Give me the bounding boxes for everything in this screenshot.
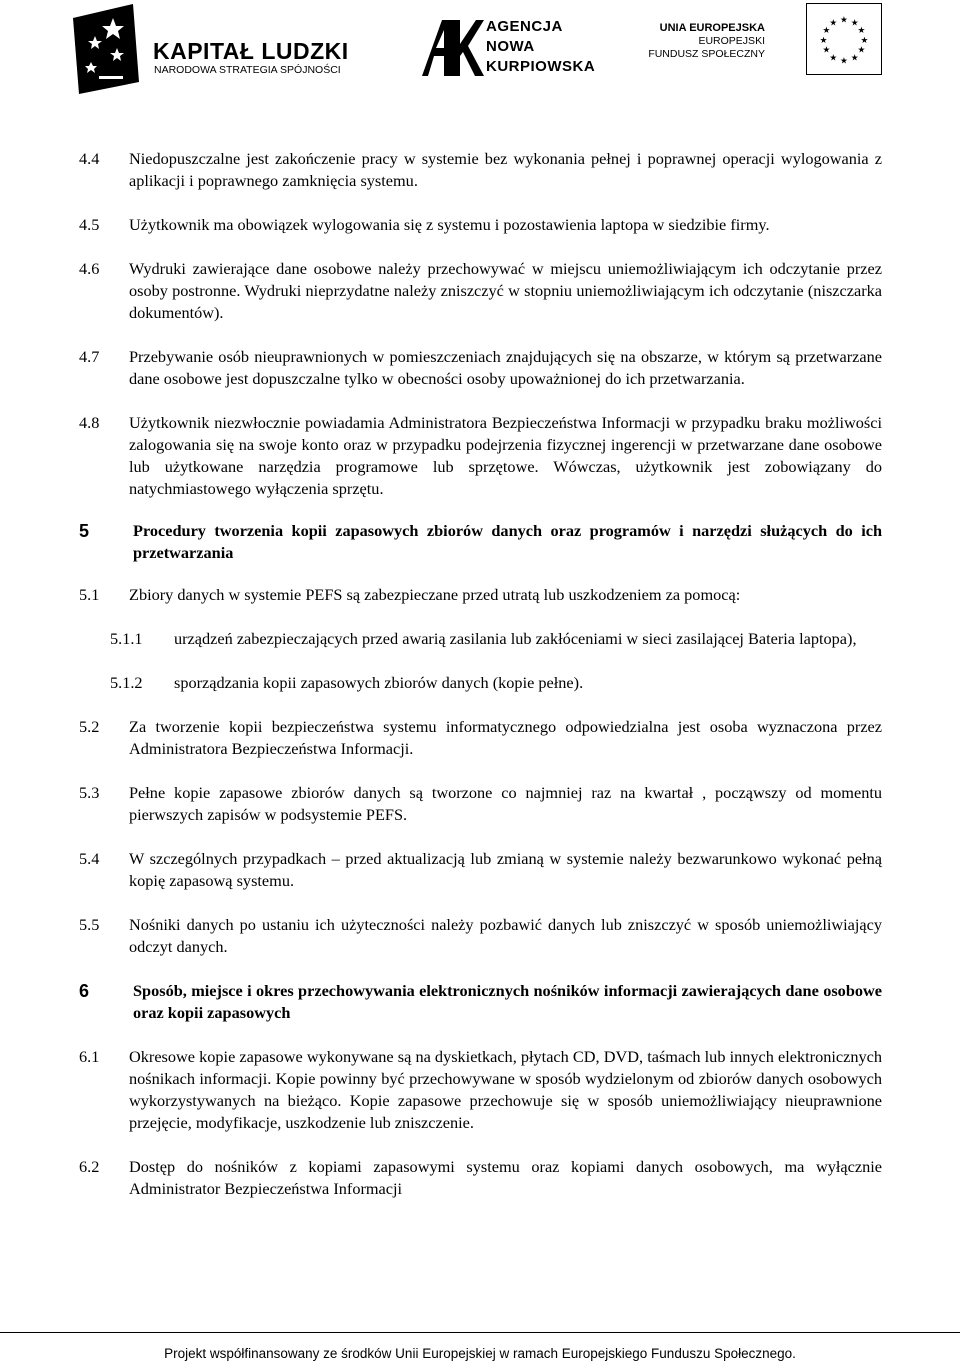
paragraph-5-1-1 [110,628,882,650]
ank-line-1: AGENCJA [486,18,563,35]
paragraph-text: Pełne kopie zapasowe zbiorów danych są tworzone co najmniej raz na kwartał , począwszy od momentu pierwszych zapisów w podsystemie PEFS. [129,783,882,824]
paragraph-text: Za tworzenie kopii bezpieczeństwa systemu informatycznego odpowiedzialna jest osoba wyznaczona przez Administratora Bezpieczeństwa Informacji. [129,717,882,758]
paragraph-number: 6.2 [79,1157,100,1176]
paragraph-4-5 [79,214,882,236]
paragraph-4-4 [79,148,882,192]
ue-text-block [648,21,765,61]
svg-text:★: ★ [850,53,859,64]
ank-line-3: KURPIOWSKA [486,58,596,75]
paragraph-5-1-2 [110,672,882,694]
paragraph-number: 5.1.2 [110,673,143,692]
svg-text:★: ★ [822,45,831,56]
section-number: 6 [79,981,90,1001]
kapital-ludzki-emblem-icon [73,4,139,94]
ue-line-1: UNIA EUROPEJSKA [659,22,765,34]
paragraph-number: 5.5 [79,915,100,934]
paragraph-text: Niedopuszczalne jest zakończenie pracy w systemie bez wykonania pełnej i poprawnej operacji wylogowania z aplikacji i poprawnego zamknięcia systemu. [129,149,882,190]
svg-text:★: ★ [840,15,848,26]
svg-text:★: ★ [860,35,869,46]
paragraph-5-5 [79,914,882,958]
paragraph-number: 4.5 [79,215,100,234]
paragraph-number: 4.8 [79,413,100,432]
svg-text:★: ★ [857,45,866,56]
paragraph-number: 4.7 [79,347,100,366]
paragraph-text: W szczególnych przypadkach – przed aktualizacją lub zmianą w systemie należy bezwarunkowo wykonać pełną kopię zapasową systemu. [129,849,882,890]
paragraph-5-2 [79,716,882,760]
paragraph-4-8 [79,412,882,500]
svg-text:★: ★ [829,18,838,29]
paragraph-number: 5.4 [79,849,100,868]
paragraph-number: 6.1 [79,1047,100,1066]
paragraph-text: sporządzania kopii zapasowych zbiorów danych (kopie pełne). [174,673,584,692]
paragraph-text: Okresowe kopie zapasowe wykonywane są na dyskietkach, płytach CD, DVD, taśmach lub innych elektronicznych nośnikach informacji. Kopie powinny być przechowywane w sposób wydzielonym od zbiorów danych osobowych wykorzystywanych na bieżąco. Kopie zapasowe przechowuje się w sposób uniemożliwiający nieuprawnione przejęcie, modyfikacje, uszkodzenie lub zniszczenie. [129,1047,882,1132]
paragraph-text: Dostęp do nośników z kopiami zapasowymi systemu oraz kopiami danych osobowych, ma wyłącznie Administrator Bezpieczeństwa Informacji [129,1157,882,1198]
paragraph-text: Wydruki zawierające dane osobowe należy przechowywać w miejscu uniemożliwiającym ich odczytanie przez osoby postronne. Wydruki nieprzydatne należy zniszczyć w stopniu uniemożliwiającym ich odczytanie (niszczarka dokumentów). [129,259,882,322]
ank-monogram-icon [420,16,484,78]
ue-line-2: EUROPEJSKI [698,35,765,47]
paragraph-number: 5.1 [79,585,100,604]
svg-text:★: ★ [857,26,866,37]
footer-text: Projekt współfinansowany ze środków Unii Europejskiej w ramach Europejskiego Funduszu Społecznego. [164,1346,796,1361]
document-body [79,148,882,1200]
agencja-nowa-kurpiowska-logo [420,12,620,82]
svg-text:★: ★ [819,35,828,46]
paragraph-text: Nośniki danych po ustaniu ich użyteczności należy pozbawić danych lub zniszczyć w sposób uniemożliwiający odczyt danych. [129,915,882,956]
kapital-ludzki-subtitle: NARODOWA STRATEGIA SPÓJNOŚCI [154,64,341,76]
paragraph-number: 5.2 [79,717,100,736]
paragraph-4-6 [79,258,882,324]
section-heading-6 [79,980,882,1024]
section-number: 5 [79,521,90,541]
ank-line-2: NOWA [486,38,535,55]
svg-text:★: ★ [850,18,859,29]
paragraph-text: urządzeń zabezpieczających przed awarią zasilania lub zakłóceniami w sieci zasilającej Bateria laptopa), [174,629,857,648]
svg-text:★: ★ [822,26,831,37]
section-title: Sposób, miejsce i okres przechowywania elektronicznych nośników informacji zawierających dane osobowe oraz kopii zapasowych [133,981,882,1022]
svg-text:★: ★ [840,56,848,67]
paragraph-4-7 [79,346,882,390]
paragraph-number: 5.1.1 [110,629,143,648]
unia-europejska-logo [648,3,885,77]
eu-flag-icon [806,3,882,75]
footer-divider [0,1332,960,1333]
paragraph-6-1 [79,1046,882,1134]
paragraph-text: Użytkownik niezwłocznie powiadamia Administratora Bezpieczeństwa Informacji w przypadku braku możliwości zalogowania się na swoje konto oraz w przypadku podejrzenia fizycznej ingerencji w przetwarzane dane osobowe lub użytkowane narzędzia programowe lub sprzętowe. Wówczas, użytkownik jest zobowiązany do natychmiastowego wyłączenia sprzętu. [129,413,882,498]
ue-line-3: FUNDUSZ SPOŁECZNY [648,48,765,60]
paragraph-number: 4.4 [79,149,100,168]
paragraph-5-3 [79,782,882,826]
kapital-ludzki-title: KAPITAŁ LUDZKI [153,38,349,64]
paragraph-6-2 [79,1156,882,1200]
kapital-ludzki-logo [73,4,373,94]
section-title: Procedury tworzenia kopii zapasowych zbiorów danych oraz programów i narzędzi służących do ich przetwarzania [133,521,882,562]
paragraph-number: 5.3 [79,783,100,802]
paragraph-text: Przebywanie osób nieuprawnionych w pomieszczeniach znajdujących się na obszarze, w którym są przetwarzane dane osobowe jest dopuszczalne tylko w obecności osoby upoważnionej do ich przetwarzania. [129,347,882,388]
paragraph-number: 4.6 [79,259,100,278]
paragraph-text: Zbiory danych w systemie PEFS są zabezpieczane przed utratą lub uszkodzeniem za pomocą: [129,585,741,604]
page-header [0,0,960,105]
paragraph-text: Użytkownik ma obowiązek wylogowania się z systemu i pozostawienia laptopa w siedzibie firmy. [129,215,770,234]
svg-text:★: ★ [829,53,838,64]
paragraph-5-1 [79,584,882,606]
section-heading-5 [79,520,882,564]
paragraph-5-4 [79,848,882,892]
